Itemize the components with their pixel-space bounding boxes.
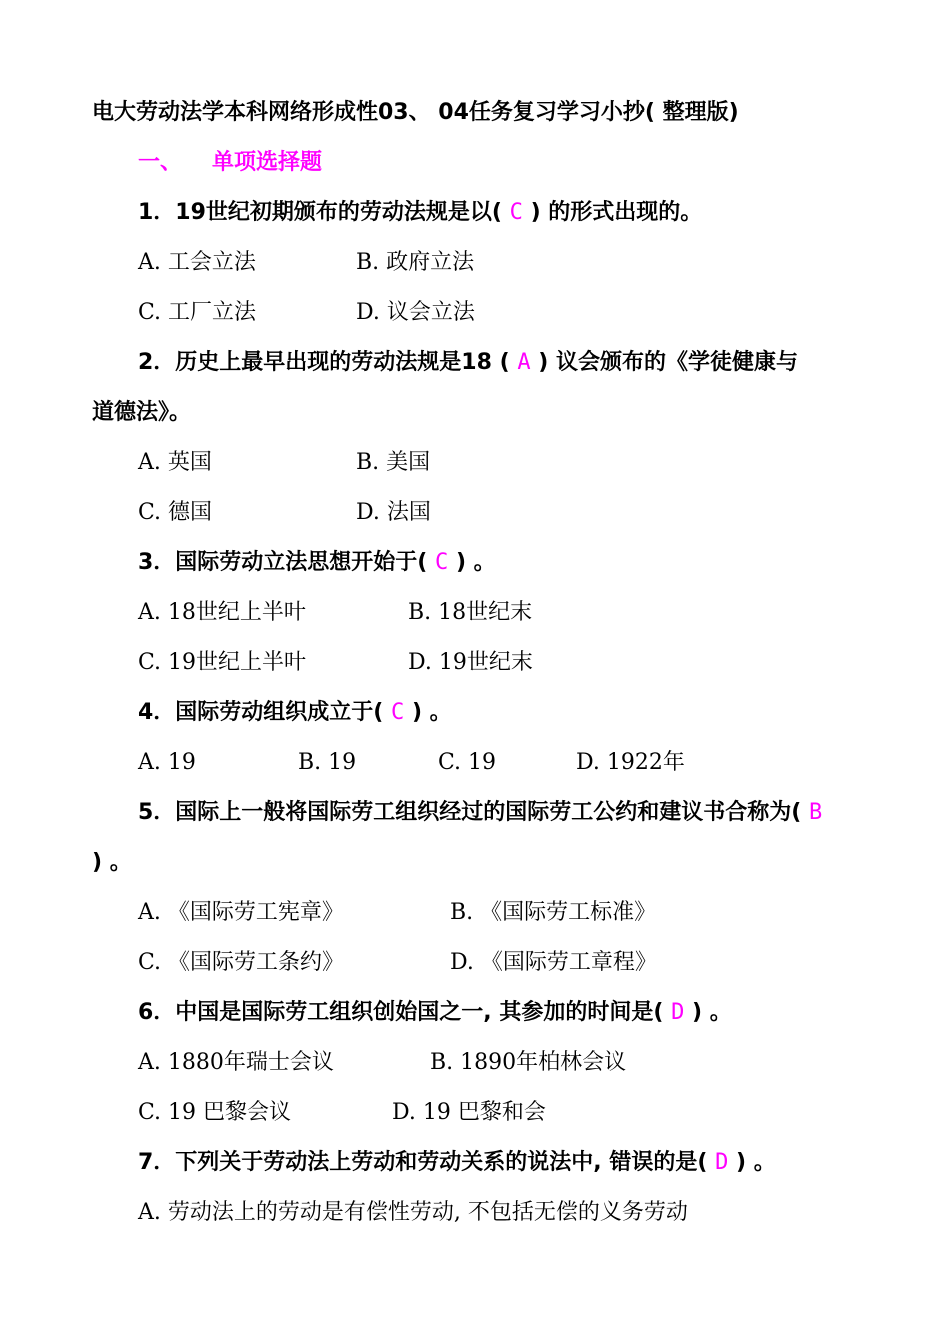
option-d: D. 19 巴黎和会 bbox=[392, 1100, 546, 1125]
option-b: B. 美国 bbox=[356, 450, 431, 475]
question-stem: 7．下列关于劳动法上劳动和劳动关系的说法中, 错误的是( bbox=[138, 1150, 708, 1175]
question-stem: 1．19世纪初期颁布的劳动法规是以( bbox=[138, 200, 502, 225]
question-stem: 5．国际上一般将国际劳工组织经过的国际劳工公约和建议书合称为( bbox=[138, 800, 802, 825]
option-b: B. 政府立法 bbox=[356, 250, 475, 275]
question-stem: 6．中国是国际劳工组织创始国之一, 其参加的时间是( bbox=[138, 1000, 664, 1025]
option-d: D. 1922年 bbox=[576, 750, 685, 775]
question-stem-end: ) 。 bbox=[455, 550, 496, 575]
option-c: C. 工厂立法 bbox=[138, 300, 257, 325]
option-a: A. 1880年瑞士会议 bbox=[138, 1050, 334, 1075]
question-4 bbox=[138, 698, 452, 728]
option-b: B. 《国际劳工标准》 bbox=[450, 900, 657, 925]
option-a: A. 工会立法 bbox=[138, 250, 256, 275]
option-d: D. 议会立法 bbox=[356, 300, 475, 325]
question-1 bbox=[138, 198, 702, 228]
answer-mark: C bbox=[391, 700, 405, 725]
question-stem: 4．国际劳动组织成立于( bbox=[138, 700, 384, 725]
section-number: 一、 bbox=[138, 150, 183, 175]
option-c: C. 19世纪上半叶 bbox=[138, 650, 307, 675]
question-stem: 2．历史上最早出现的劳动法规是18 ( bbox=[138, 350, 510, 375]
option-c: C. 《国际劳工条约》 bbox=[138, 950, 345, 975]
question-stem-end: ) 的形式出现的。 bbox=[530, 200, 703, 225]
option-b: B. 18世纪末 bbox=[408, 600, 533, 625]
question-stem-end: ) 。 bbox=[735, 1150, 776, 1175]
option-c: C. 德国 bbox=[138, 500, 213, 525]
answer-mark: D bbox=[715, 1150, 729, 1175]
option-c: C. 19 bbox=[438, 750, 497, 775]
option-a: A. 英国 bbox=[138, 450, 212, 475]
section-title: 单项选择题 bbox=[212, 150, 323, 175]
option-a: A. 18世纪上半叶 bbox=[138, 600, 306, 625]
question-2 bbox=[138, 348, 798, 378]
question-stem-end: ) 。 bbox=[691, 1000, 732, 1025]
question-stem: 3．国际劳动立法思想开始于( bbox=[138, 550, 428, 575]
answer-mark: C bbox=[435, 550, 449, 575]
option-d: D. 《国际劳工章程》 bbox=[450, 950, 657, 975]
option-d: D. 法国 bbox=[356, 500, 431, 525]
option-a: A. 19 bbox=[138, 750, 196, 775]
option-a: A. 劳动法上的劳动是有偿性劳动, 不包括无偿的义务劳动 bbox=[138, 1200, 688, 1225]
question-7 bbox=[138, 1148, 776, 1178]
question-3 bbox=[138, 548, 496, 578]
answer-mark: C bbox=[509, 200, 523, 225]
answer-mark: A bbox=[517, 350, 531, 375]
option-c: C. 19 巴黎会议 bbox=[138, 1100, 292, 1125]
document-title: 电大劳动法学本科网络形成性03、 04任务复习学习小抄( 整理版) bbox=[92, 100, 739, 125]
option-d: D. 19世纪末 bbox=[408, 650, 533, 675]
option-b: B. 1890年柏林会议 bbox=[430, 1050, 627, 1075]
section-heading bbox=[138, 148, 322, 178]
option-a: A. 《国际劳工宪章》 bbox=[138, 900, 344, 925]
question-2-continued: 道德法》。 bbox=[92, 400, 192, 425]
question-stem-end: ) 。 bbox=[411, 700, 452, 725]
question-5 bbox=[138, 798, 822, 828]
option-b: B. 19 bbox=[298, 750, 357, 775]
answer-mark: B bbox=[809, 800, 823, 825]
question-5-continued: ) 。 bbox=[92, 850, 132, 875]
answer-mark: D bbox=[671, 1000, 685, 1025]
question-stem-end: ) 议会颁布的《学徒健康与 bbox=[538, 350, 798, 375]
question-6 bbox=[138, 998, 732, 1028]
